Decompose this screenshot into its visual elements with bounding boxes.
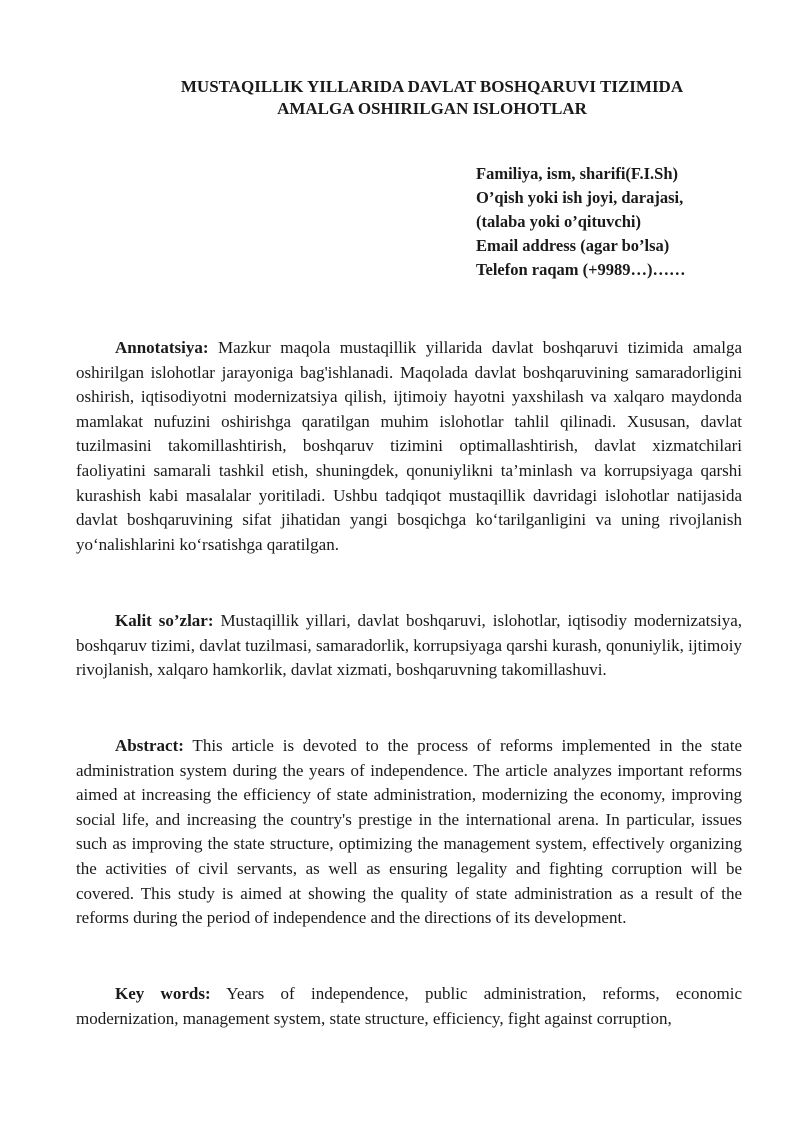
author-workplace: O’qish yoki ish joyi, darajasi,	[476, 188, 684, 207]
abstract-label: Abstract:	[115, 736, 184, 755]
abstract-text: This article is devoted to the process of reforms implemented in the state administration system during the years of independence. The article analyzes important reforms aimed at increasing the efficiency of state administration, modernizing the economy, improving social life, and increasing the country's prestige in the international arena. In particular, issues such as improving the state structure, optimizing the management system, effectively organizing the activities of civil servants, as well as ensuring legality and fighting corruption will be covered. This study is aimed at showing the quality of state administration as a result of the reforms during the period of independence and the directions of its development.	[76, 736, 742, 928]
article-title-line-1: MUSTAQILLIK YILLARIDA DAVLAT BOSHQARUVI TIZIMIDA	[180, 77, 684, 96]
article-title-line-2: AMALGA OSHIRILGAN ISLOHOTLAR	[277, 99, 587, 118]
keywords-en-label: Key words:	[115, 984, 211, 1003]
author-info-block	[476, 162, 686, 282]
keywords-en-paragraph	[76, 982, 742, 1031]
article-title	[76, 76, 788, 120]
annotation-text: Mazkur maqola mustaqillik yillarida davlat boshqaruvi tizimida amalga oshirilgan islohotlar jarayoniga bag'ishlanadi. Maqolada davlat boshqaruvining samaradorligini oshirish, iqtisodiyotni modernizatsiya qilish, ijtimoiy hayotni yaxshilash va xalqaro maydonda mamlakat nufuzini oshirishga qaratilgan muhim islohotlar tahlil qilinadi. Xususan, davlat tuzilmasini takomillashtirish, boshqaruv tizimini optimallashtirish, davlat xizmatchilari faoliyatini samarali tashkil etish, shuningdek, qonuniylikni ta’minlash va korrupsiyaga qarshi kurashish kabi masalalar yoritiladi. Ushbu tadqiqot mustaqillik davridagi islohotlar natijasida davlat boshqaruvining sifat jihatidan yangi bosqichga ko‘tarilganligini va uning rivojlanish yo‘nalishlarini ko‘rsatishga qaratilgan.	[76, 338, 742, 554]
author-role: (talaba yoki o’qituvchi)	[476, 212, 642, 231]
author-name: Familiya, ism, sharifi(F.I.Sh)	[476, 164, 678, 183]
author-email: Email address (agar bo’lsa)	[476, 236, 670, 255]
keywords-en-text: Years of independence, public administration, reforms, economic modernization, management system, state structure, efficiency, fight against corruption,	[76, 984, 742, 1028]
annotation-label: Annotatsiya:	[115, 338, 209, 357]
annotation-paragraph	[76, 336, 742, 557]
author-phone: Telefon raqam (+9989…)……	[476, 260, 686, 279]
keywords-uz-paragraph	[76, 609, 742, 683]
keywords-uz-text: Mustaqillik yillari, davlat boshqaruvi, islohotlar, iqtisodiy modernizatsiya, boshqaruv tizimi, davlat tuzilmasi, samaradorlik, korrupsiyaga qarshi kurash, qonuniylik, ijtimoiy rivojlanish, xalqaro hamkorlik, davlat xizmati, boshqaruvning takomillashuvi.	[76, 611, 742, 680]
abstract-paragraph	[76, 734, 742, 931]
keywords-uz-label: Kalit so’zlar:	[115, 611, 214, 630]
